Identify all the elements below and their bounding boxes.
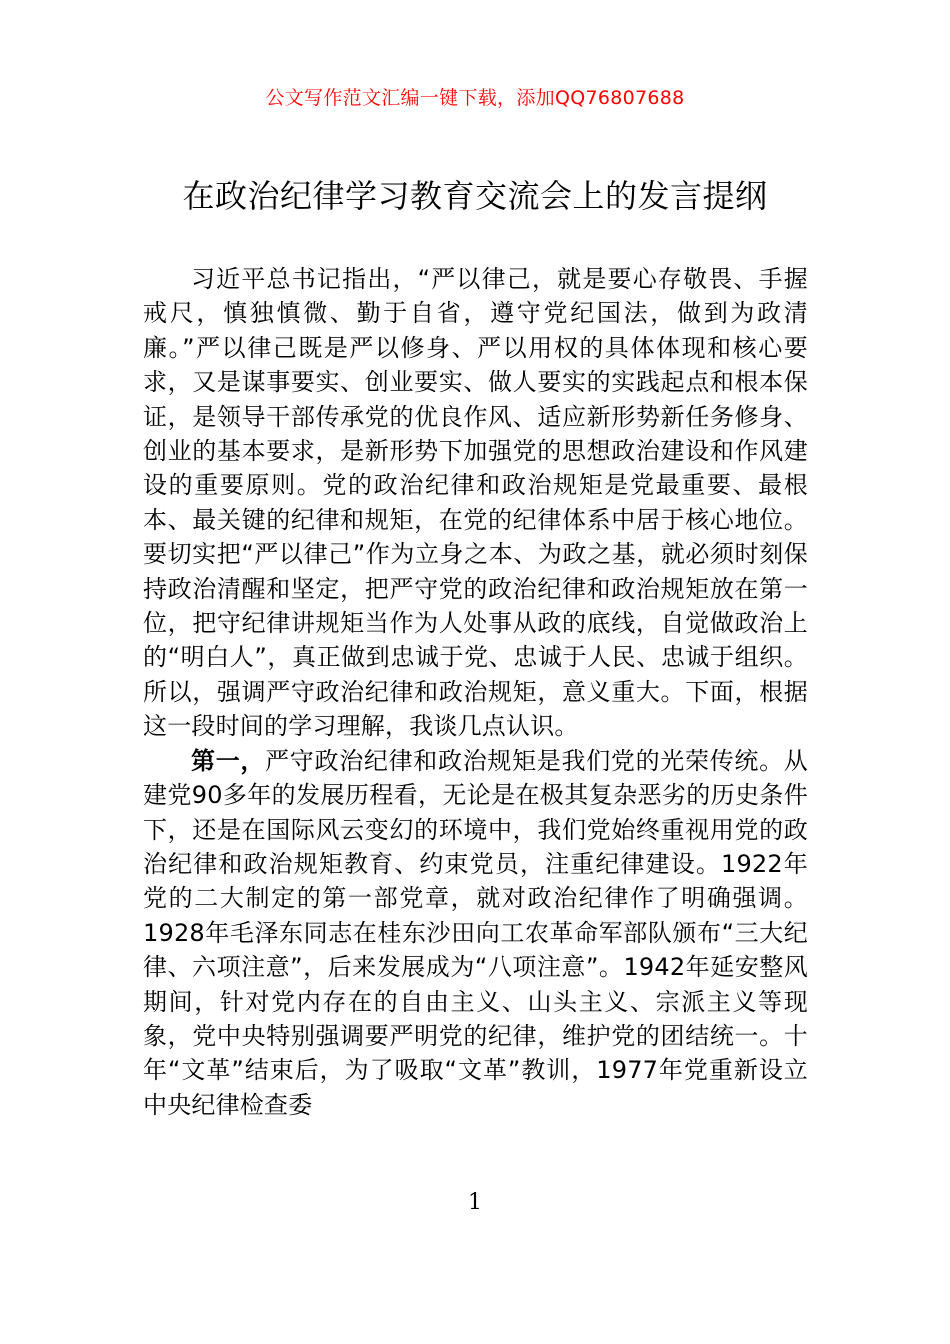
paragraph-first-point-lead: 第一， bbox=[191, 746, 266, 775]
document-title: 在政治纪律学习教育交流会上的发言提纲 bbox=[182, 177, 768, 215]
page-number: 1 bbox=[468, 1190, 482, 1215]
download-notice: 公文写作范文汇编一键下载，添加QQ76807688 bbox=[265, 87, 685, 109]
paragraph-first-point-text: 严守政治纪律和政治规矩是我们党的光荣传统。从建党90多年的发展历程看，无论是在极其复杂恶劣的历史条件下，还是在国际风云变幻的环境中，我们党始终重视用党的政治纪律和政治规矩教育、约束党员，注重纪律建设。1922年党的二大制定的第一部党章，就对政治纪律作了明确强调。1928年毛泽东同志在桂东沙田向工农革命军部队颁布“三大纪律、六项注意”，后来发展成为“八项注意”。1942年延安整风期间，针对党内存在的自由主义、山头主义、宗派主义等现象，党中央特别强调要严明党的纪律，维护党的团结统一。十年“文革”结束后，为了吸取“文革”教训，1977年党重新设立中央纪律检查委 bbox=[143, 746, 808, 1119]
paragraph-intro-text: 习近平总书记指出，“严以律己，就是要心存敬畏、手握戒尺，慎独慎微、勤于自省，遵守党纪国法，做到为政清廉。”严以律己既是严以修身、严以用权的具体体现和核心要求，又是谋事要实、创业要实、做人要实的实践起点和根本保证，是领导干部传承党的优良作风、适应新形势新任务修身、创业的基本要求，是新形势下加强党的思想政治建设和作风建设的重要原则。党的政治纪律和政治规矩是党最重要、最根本、最关键的纪律和规矩，在党的纪律体系中居于核心地位。要切实把“严以律己”作为立身之本、为政之基，就必须时刻保持政治清醒和坚定，把严守党的政治纪律和政治规矩放在第一位，把守纪律讲规矩当作为人处事从政的底线，自觉做政治上的“明白人”，真正做到忠诚于党、忠诚于人民、忠诚于组织。所以，强调严守政治纪律和政治规矩，意义重大。下面，根据这一段时间的学习理解，我谈几点认识。 bbox=[143, 265, 808, 741]
document-body bbox=[143, 262, 808, 1122]
paragraph-intro bbox=[143, 262, 808, 744]
paragraph-first-point bbox=[143, 744, 808, 1122]
